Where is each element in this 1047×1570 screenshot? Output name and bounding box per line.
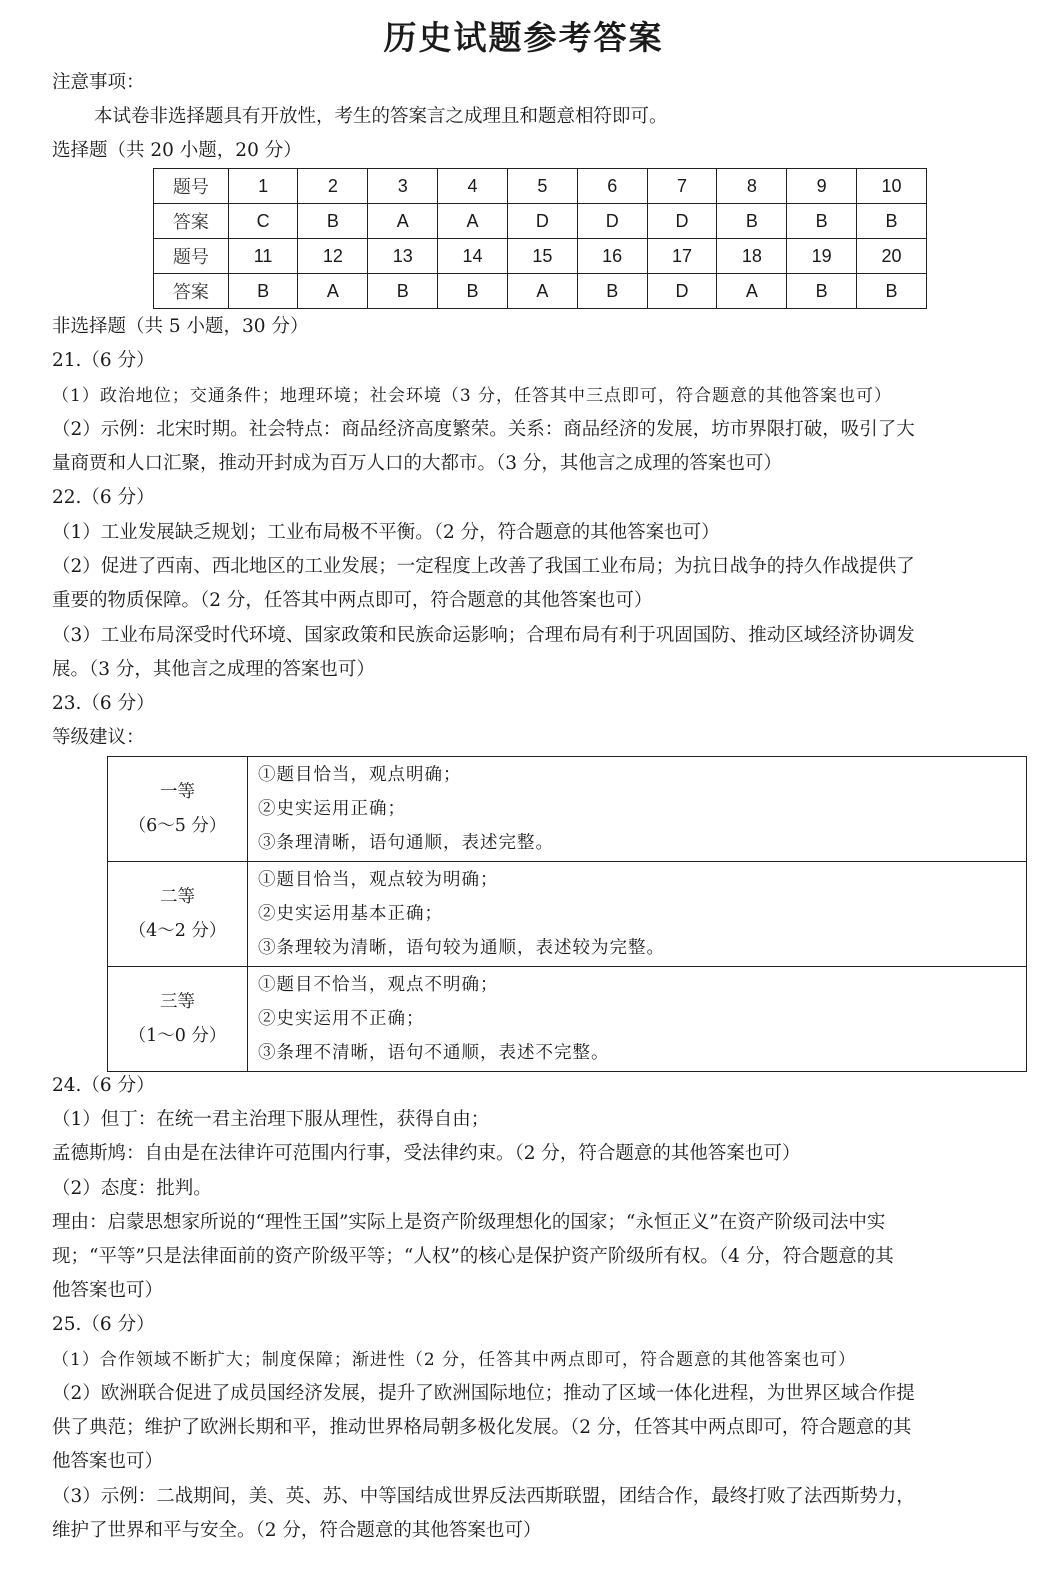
ans-label: 答案	[154, 274, 229, 309]
grade-criteria	[248, 862, 1027, 967]
ans-label: 答案	[154, 204, 229, 239]
q25-part2-cont: 供了典范；维护了欧洲长期和平，推动世界格局朝多极化发展。（2 分，任答其中两点即可，符合题意的其	[52, 1417, 912, 1438]
table-cell: B	[368, 274, 438, 309]
table-cell: 8	[717, 169, 787, 204]
table-cell: B	[717, 204, 787, 239]
table-cell: D	[507, 204, 577, 239]
nonmc-heading: 非选择题（共 5 小题，30 分）	[52, 316, 309, 337]
q24-heading: 24.（6 分）	[52, 1075, 155, 1096]
table-cell: D	[647, 274, 717, 309]
q25-part2-end: 他答案也可）	[52, 1451, 164, 1472]
q23-subheading: 等级建议：	[52, 727, 145, 748]
table-cell: B	[298, 204, 368, 239]
page-title: 历史试题参考答案	[383, 18, 664, 57]
table-cell: B	[857, 274, 927, 309]
grade-name: 三等	[160, 992, 195, 1012]
table-cell: 13	[368, 239, 438, 274]
table-cell: B	[857, 204, 927, 239]
q24-part1-cont: 孟德斯鸠：自由是在法律许可范围内行事，受法律约束。（2 分，符合题意的其他答案也可）	[52, 1143, 801, 1164]
grade-name: 二等	[160, 887, 195, 907]
criterion: ①题目恰当，观点较为明确；	[258, 870, 499, 890]
grade-name: 一等	[160, 782, 195, 802]
q25-part3-cont: 维护了世界和平与安全。（2 分，符合题意的其他答案也可）	[52, 1520, 542, 1541]
grade-criteria	[248, 967, 1027, 1072]
table-cell: A	[438, 204, 508, 239]
q22-part2: （2）促进了西南、西北地区的工业发展；一定程度上改善了我国工业布局；为抗日战争的持久作战提供了	[52, 556, 915, 577]
table-row	[154, 239, 927, 274]
grade-range: （4～2 分）	[128, 921, 227, 941]
grade-level	[108, 967, 248, 1072]
table-cell: B	[787, 204, 857, 239]
q21-part1: （1）政治地位；交通条件；地理环境；社会环境（3 分，任答其中三点即可，符合题意的其他答案也可）	[52, 386, 893, 406]
q22-part1: （1）工业发展缺乏规划；工业布局极不平衡。（2 分，符合题意的其他答案也可）	[52, 522, 720, 543]
q21-part2: （2）示例：北宋时期。社会特点：商品经济高度繁荣。关系：商品经济的发展，坊市界限打破，吸引了大	[52, 419, 915, 440]
mc-heading: 选择题（共 20 小题，20 分）	[52, 140, 302, 161]
criterion: ②史实运用不正确；	[258, 1009, 425, 1029]
notice-heading: 注意事项：	[52, 72, 145, 93]
table-cell: 17	[647, 239, 717, 274]
table-cell: 15	[507, 239, 577, 274]
table-cell: A	[717, 274, 787, 309]
grade-range: （1～0 分）	[128, 1026, 227, 1046]
table-cell: A	[368, 204, 438, 239]
table-row	[108, 862, 1027, 967]
table-cell: 5	[507, 169, 577, 204]
table-cell: 2	[298, 169, 368, 204]
table-cell: C	[228, 204, 298, 239]
answer-table	[153, 168, 927, 309]
notice-text: 本试卷非选择题具有开放性，考生的答案言之成理且和题意相符即可。	[94, 106, 668, 127]
q25-heading: 25.（6 分）	[52, 1314, 155, 1335]
table-cell: 3	[368, 169, 438, 204]
q21-heading: 21.（6 分）	[52, 350, 155, 371]
table-cell: B	[228, 274, 298, 309]
table-cell: B	[577, 274, 647, 309]
table-row	[108, 757, 1027, 862]
q21-part2-cont: 量商贾和人口汇聚，推动开封成为百万人口的大都市。（3 分，其他言之成理的答案也可）	[52, 453, 782, 474]
q24-reason: 理由：启蒙思想家所说的“理性王国”实际上是资产阶级理想化的国家；“永恒正义”在资产阶级司法中实	[52, 1212, 886, 1233]
table-row	[154, 169, 927, 204]
q25-part1: （1）合作领域不断扩大；制度保障；渐进性（2 分，任答其中两点即可，符合题意的其他答案也可）	[52, 1350, 857, 1370]
q22-heading: 22.（6 分）	[52, 487, 155, 508]
table-cell: D	[577, 204, 647, 239]
criterion: ③条理清晰，语句通顺，表述完整。	[258, 833, 554, 853]
q25-part3: （3）示例：二战期间，美、英、苏、中等国结成世界反法西斯联盟，团结合作，最终打败了法西斯势力，	[52, 1486, 915, 1507]
grade-level	[108, 862, 248, 967]
table-cell: 18	[717, 239, 787, 274]
criterion: ①题目不恰当，观点不明确；	[258, 975, 499, 995]
table-cell: B	[787, 274, 857, 309]
table-cell: 10	[857, 169, 927, 204]
grade-level	[108, 757, 248, 862]
criterion: ①题目恰当，观点明确；	[258, 765, 462, 785]
table-cell: 9	[787, 169, 857, 204]
table-cell: 12	[298, 239, 368, 274]
q24-reason-cont: 现；“平等”只是法律面前的资产阶级平等；“人权”的核心是保护资产阶级所有权。（4 分，符合题意的其	[52, 1246, 894, 1267]
grade-criteria	[248, 757, 1027, 862]
q24-part1: （1）但丁：在统一君主治理下服从理性，获得自由；	[52, 1109, 490, 1130]
grade-range: （6～5 分）	[128, 816, 227, 836]
table-row	[108, 967, 1027, 1072]
q24-reason-end: 他答案也可）	[52, 1280, 164, 1301]
grade-table	[107, 756, 1027, 1072]
table-cell: 20	[857, 239, 927, 274]
num-label: 题号	[154, 169, 229, 204]
criterion: ③条理较为清晰，语句较为通顺，表述较为完整。	[258, 938, 665, 958]
table-cell: 14	[438, 239, 508, 274]
table-cell: 4	[438, 169, 508, 204]
table-row	[154, 204, 927, 239]
table-cell: 11	[228, 239, 298, 274]
criterion: ③条理不清晰，语句不通顺，表述不完整。	[258, 1043, 610, 1063]
table-cell: B	[438, 274, 508, 309]
q22-part2-cont: 重要的物质保障。（2 分，任答其中两点即可，符合题意的其他答案也可）	[52, 590, 653, 611]
q22-part3-cont: 展。（3 分，其他言之成理的答案也可）	[52, 659, 375, 680]
table-cell: 19	[787, 239, 857, 274]
table-cell: 6	[577, 169, 647, 204]
table-cell: 7	[647, 169, 717, 204]
q22-part3: （3）工业布局深受时代环境、国家政策和民族命运影响；合理布局有利于巩固国防、推动区域经济协调发	[52, 625, 915, 646]
table-cell: 1	[228, 169, 298, 204]
q24-part2: （2）态度：批判。	[52, 1178, 212, 1199]
q23-heading: 23.（6 分）	[52, 693, 155, 714]
num-label: 题号	[154, 239, 229, 274]
table-cell: A	[298, 274, 368, 309]
table-cell: D	[647, 204, 717, 239]
q25-part2: （2）欧洲联合促进了成员国经济发展，提升了欧洲国际地位；推动了区域一体化进程，为世界区域合作提	[52, 1383, 915, 1404]
table-cell: A	[507, 274, 577, 309]
table-cell: 16	[577, 239, 647, 274]
table-row	[154, 274, 927, 309]
criterion: ②史实运用基本正确；	[258, 904, 443, 924]
criterion: ②史实运用正确；	[258, 799, 406, 819]
